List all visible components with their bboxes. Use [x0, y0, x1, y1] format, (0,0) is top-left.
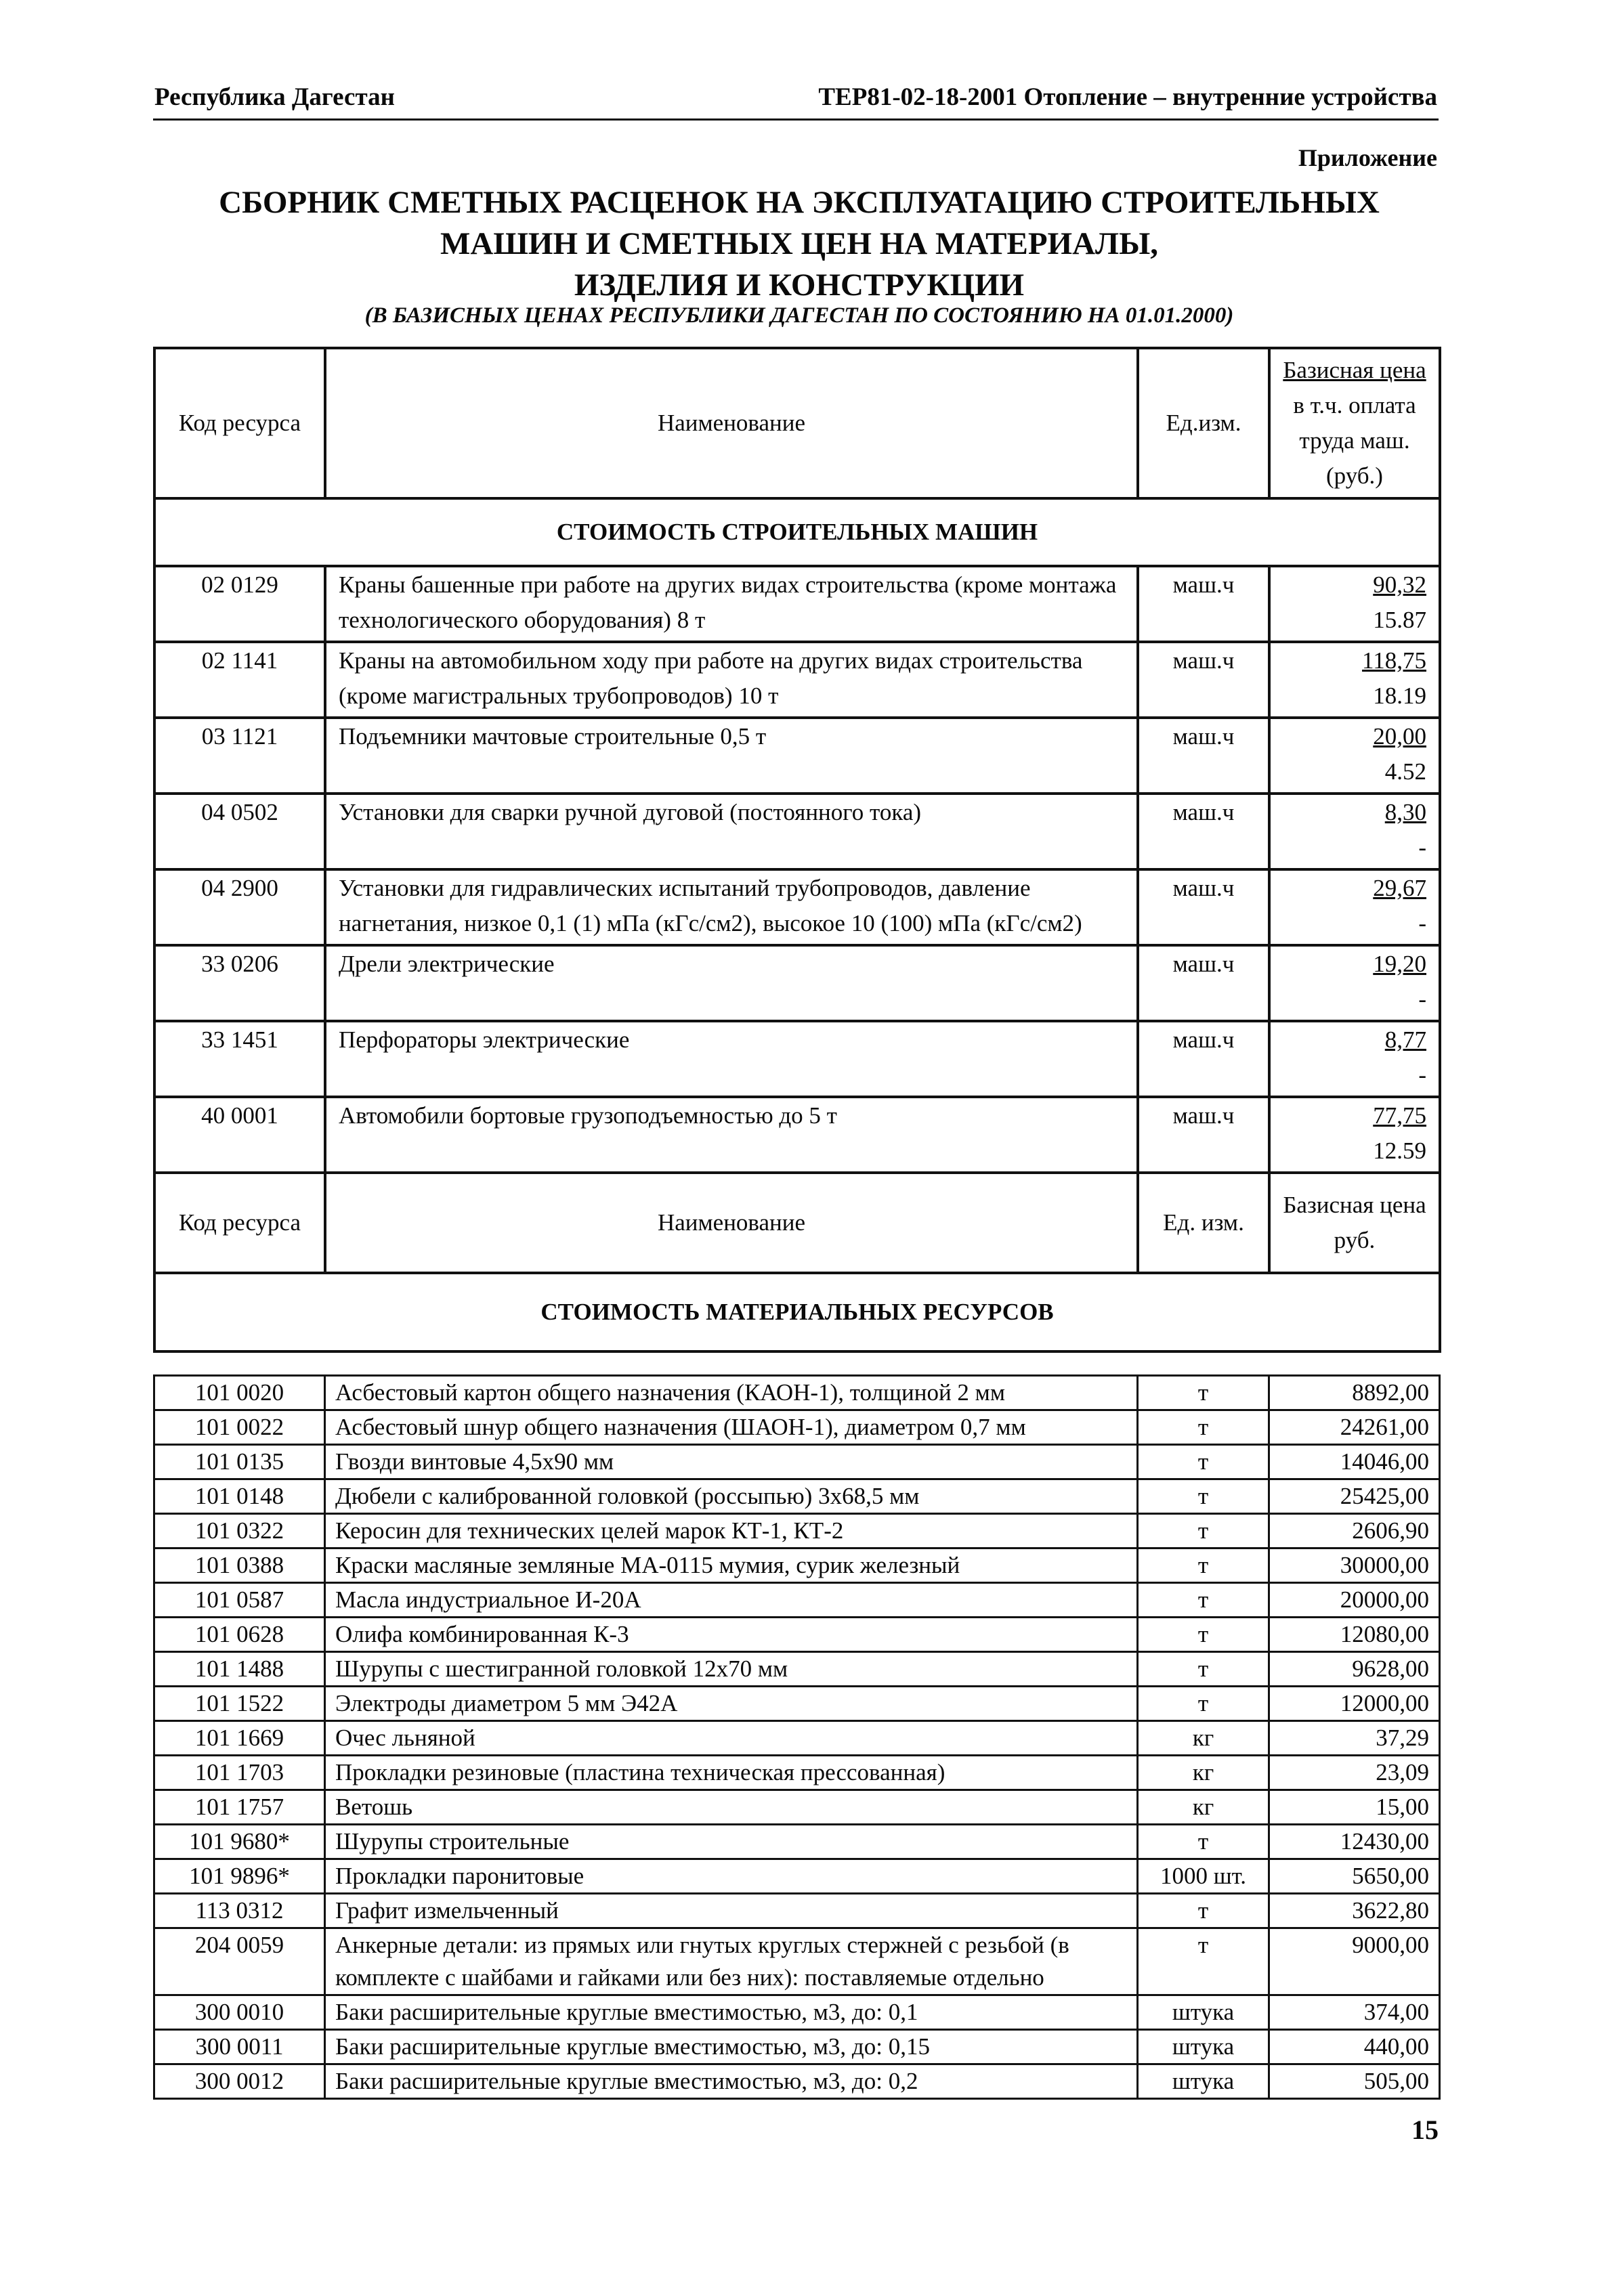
machines-section-row [154, 498, 1440, 566]
resource-name: Асбестовый картон общего назначения (КАОН-1), толщиной 2 мм [325, 1376, 1138, 1410]
resource-name: Подъемники мачтовые строительные 0,5 т [325, 718, 1138, 794]
resource-price-cell [1269, 794, 1440, 869]
resource-unit: т [1138, 1583, 1269, 1618]
resource-price: 8892,00 [1269, 1376, 1440, 1410]
materials-table [153, 1374, 1441, 2100]
machines-section-title: СТОИМОСТЬ СТРОИТЕЛЬНЫХ МАШИН [154, 498, 1440, 566]
resource-name: Дюбели с калиброванной головкой (россыпью) 3х68,5 мм [325, 1479, 1138, 1514]
resource-name: Установки для гидравлических испытаний трубопроводов, давление нагнетания, низкое 0,1 (1) мПа (кГс/см2), высокое 10 (100) мПа (кГс/см2) [325, 869, 1138, 945]
resource-name: Электроды диаметром 5 мм Э42А [325, 1687, 1138, 1721]
resource-code: 101 9680* [154, 1825, 325, 1859]
table-row [154, 1548, 1440, 1583]
labor-cost: - [1418, 1062, 1426, 1088]
table-row [154, 1583, 1440, 1618]
resource-unit: т [1138, 1445, 1269, 1479]
resource-name: Баки расширительные круглые вместимостью, м3, до: 0,15 [325, 2030, 1138, 2064]
resource-unit: т [1138, 1825, 1269, 1859]
base-price: 29,67 [1373, 875, 1426, 901]
resource-unit: т [1138, 1514, 1269, 1548]
table-row [154, 1894, 1440, 1928]
resource-code: 204 0059 [154, 1928, 325, 1995]
mat-col-code-header: Код ресурса [154, 1173, 325, 1273]
resource-unit: маш.ч [1138, 1021, 1269, 1097]
col-unit-header: Ед.изм. [1138, 348, 1269, 498]
resource-unit: 1000 шт. [1138, 1859, 1269, 1894]
resource-unit: маш.ч [1138, 794, 1269, 869]
resource-unit: т [1138, 1894, 1269, 1928]
resource-name: Краны башенные при работе на других видах строительства (кроме монтажа технологического оборудования) 8 т [325, 566, 1138, 642]
resource-code: 02 0129 [154, 566, 325, 642]
resource-name: Керосин для технических целей марок КТ-1, КТ-2 [325, 1514, 1138, 1548]
resource-price: 9628,00 [1269, 1652, 1440, 1687]
resource-unit: т [1138, 1479, 1269, 1514]
resource-code: 101 9896* [154, 1859, 325, 1894]
table-row [154, 1618, 1440, 1652]
title-line-2: МАШИН И СМЕТНЫХ ЦЕН НА МАТЕРИАЛЫ, [440, 226, 1158, 261]
base-price: 118,75 [1362, 647, 1426, 674]
resource-name: Асбестовый шнур общего назначения (ШАОН-1), диаметром 0,7 мм [325, 1410, 1138, 1445]
resource-name: Гвозди винтовые 4,5х90 мм [325, 1445, 1138, 1479]
price-header-line-1: Базисная цена [1283, 357, 1426, 383]
table-row [154, 2030, 1440, 2064]
resource-code: 04 2900 [154, 869, 325, 945]
labor-cost: 4.52 [1384, 758, 1426, 785]
resource-code: 101 0628 [154, 1618, 325, 1652]
mat-col-name-header: Наименование [325, 1173, 1138, 1273]
col-price-header [1269, 348, 1440, 498]
resource-unit: маш.ч [1138, 566, 1269, 642]
resource-name: Краски масляные земляные МА-0115 мумия, сурик железный [325, 1548, 1138, 1583]
table-row [154, 1721, 1440, 1756]
materials-section-title: СТОИМОСТЬ МАТЕРИАЛЬНЫХ РЕСУРСОВ [154, 1273, 1440, 1351]
resource-name: Прокладки резиновые (пластина техническая прессованная) [325, 1756, 1138, 1790]
table-row [154, 1376, 1440, 1410]
resource-name: Анкерные детали: из прямых или гнутых круглых стержней с резьбой (в комплекте с шайбами и гайками или без них): поставляемые отдельно [325, 1928, 1138, 1995]
resource-unit: т [1138, 1652, 1269, 1687]
resource-code: 33 1451 [154, 1021, 325, 1097]
table-row [154, 945, 1440, 1021]
header-region: Республика Дагестан [154, 83, 395, 111]
resource-name: Установки для сварки ручной дуговой (постоянного тока) [325, 794, 1138, 869]
table-row [154, 1445, 1440, 1479]
labor-cost: - [1418, 986, 1426, 1012]
table-row [154, 718, 1440, 794]
machines-table [153, 347, 1441, 1353]
base-price: 20,00 [1373, 723, 1426, 750]
resource-price: 374,00 [1269, 1995, 1440, 2030]
resource-unit: штука [1138, 2030, 1269, 2064]
labor-cost: - [1418, 910, 1426, 936]
resource-price: 3622,80 [1269, 1894, 1440, 1928]
resource-code: 101 1669 [154, 1721, 325, 1756]
resource-price: 12000,00 [1269, 1687, 1440, 1721]
resource-price: 440,00 [1269, 2030, 1440, 2064]
resource-code: 101 0388 [154, 1548, 325, 1583]
mat-price-header-line-2: руб. [1334, 1227, 1376, 1253]
resource-price: 37,29 [1269, 1721, 1440, 1756]
resource-price: 5650,00 [1269, 1859, 1440, 1894]
appendix-label: Приложение [1298, 144, 1437, 171]
table-row [154, 794, 1440, 869]
table-row [154, 1021, 1440, 1097]
resource-unit: т [1138, 1618, 1269, 1652]
table-row [154, 1928, 1440, 1995]
resource-unit: штука [1138, 2064, 1269, 2099]
resource-name: Баки расширительные круглые вместимостью, м3, до: 0,1 [325, 1995, 1138, 2030]
title-line-3: ИЗДЕЛИЯ И КОНСТРУКЦИИ [574, 267, 1025, 303]
labor-cost: 12.59 [1373, 1138, 1426, 1164]
resource-name: Дрели электрические [325, 945, 1138, 1021]
resource-price: 25425,00 [1269, 1479, 1440, 1514]
table-row [154, 642, 1440, 718]
table-row [154, 869, 1440, 945]
resource-name: Шурупы с шестигранной головкой 12х70 мм [325, 1652, 1138, 1687]
resource-code: 300 0011 [154, 2030, 325, 2064]
resource-unit: т [1138, 1928, 1269, 1995]
col-code-header: Код ресурса [154, 348, 325, 498]
header-rule [153, 118, 1439, 121]
table-row [154, 1825, 1440, 1859]
resource-name: Краны на автомобильном ходу при работе на других видах строительства (кроме магистральных трубопроводов) 10 т [325, 642, 1138, 718]
resource-price: 14046,00 [1269, 1445, 1440, 1479]
resource-code: 02 1141 [154, 642, 325, 718]
resource-code: 113 0312 [154, 1894, 325, 1928]
page-number: 15 [1411, 2115, 1439, 2145]
resource-price: 24261,00 [1269, 1410, 1440, 1445]
table-row [154, 1687, 1440, 1721]
resource-price-cell [1269, 566, 1440, 642]
resource-unit: маш.ч [1138, 642, 1269, 718]
table-row [154, 1652, 1440, 1687]
resource-unit: маш.ч [1138, 945, 1269, 1021]
resource-code: 101 0020 [154, 1376, 325, 1410]
price-header-line-3: труда маш. [1299, 427, 1410, 454]
resource-price: 20000,00 [1269, 1583, 1440, 1618]
table-row [154, 2064, 1440, 2099]
resource-unit: маш.ч [1138, 718, 1269, 794]
mat-col-price-header [1269, 1173, 1440, 1273]
table-row [154, 1995, 1440, 2030]
resource-unit: маш.ч [1138, 869, 1269, 945]
resource-code: 101 1488 [154, 1652, 325, 1687]
resource-name: Прокладки паронитовые [325, 1859, 1138, 1894]
resource-name: Масла индустриальное И-20А [325, 1583, 1138, 1618]
resource-unit: т [1138, 1687, 1269, 1721]
resource-code: 33 0206 [154, 945, 325, 1021]
resource-code: 101 1757 [154, 1790, 325, 1825]
resource-code: 101 0587 [154, 1583, 325, 1618]
resource-unit: т [1138, 1548, 1269, 1583]
resource-code: 40 0001 [154, 1097, 325, 1173]
mat-price-header-line-1: Базисная цена [1283, 1192, 1426, 1218]
resource-code: 101 0322 [154, 1514, 325, 1548]
resource-price-cell [1269, 1097, 1440, 1173]
resource-price: 12430,00 [1269, 1825, 1440, 1859]
price-header-line-2: в т.ч. оплата [1293, 392, 1416, 418]
resource-name: Перфораторы электрические [325, 1021, 1138, 1097]
resource-code: 101 1703 [154, 1756, 325, 1790]
resource-name: Ветошь [325, 1790, 1138, 1825]
resource-code: 300 0010 [154, 1995, 325, 2030]
table-row [154, 1514, 1440, 1548]
resource-code: 300 0012 [154, 2064, 325, 2099]
header-doc-code: ТЕР81-02-18-2001 Отопление – внутренние устройства [818, 83, 1437, 111]
resource-price-cell [1269, 869, 1440, 945]
col-name-header: Наименование [325, 348, 1138, 498]
table-row [154, 1479, 1440, 1514]
resource-price: 15,00 [1269, 1790, 1440, 1825]
resource-price-cell [1269, 718, 1440, 794]
resource-name: Очес льняной [325, 1721, 1138, 1756]
resource-unit: т [1138, 1376, 1269, 1410]
resource-code: 03 1121 [154, 718, 325, 794]
table-row [154, 1756, 1440, 1790]
resource-price-cell [1269, 1021, 1440, 1097]
base-price: 19,20 [1373, 951, 1426, 977]
resource-name: Автомобили бортовые грузоподъемностью до 5 т [325, 1097, 1138, 1173]
resource-name: Баки расширительные круглые вместимостью, м3, до: 0,2 [325, 2064, 1138, 2099]
materials-header-row [154, 1173, 1440, 1273]
resource-code: 101 0135 [154, 1445, 325, 1479]
base-price: 8,77 [1384, 1026, 1426, 1053]
labor-cost: 18.19 [1373, 683, 1426, 709]
resource-price: 12080,00 [1269, 1618, 1440, 1652]
base-price: 8,30 [1384, 799, 1426, 825]
resource-price: 9000,00 [1269, 1928, 1440, 1995]
resource-code: 101 0148 [154, 1479, 325, 1514]
labor-cost: - [1418, 834, 1426, 861]
resource-price-cell [1269, 945, 1440, 1021]
labor-cost: 15.87 [1373, 607, 1426, 633]
resource-name: Олифа комбинированная К-3 [325, 1618, 1138, 1652]
resource-unit: кг [1138, 1790, 1269, 1825]
resource-price: 30000,00 [1269, 1548, 1440, 1583]
resource-unit: т [1138, 1410, 1269, 1445]
title-line-1: СБОРНИК СМЕТНЫХ РАСЦЕНОК НА ЭКСПЛУАТАЦИЮ СТРОИТЕЛЬНЫХ [219, 185, 1380, 220]
price-header-line-4: (руб.) [1326, 462, 1383, 489]
table-row [154, 1097, 1440, 1173]
resource-price-cell [1269, 642, 1440, 718]
resource-unit: кг [1138, 1756, 1269, 1790]
table-row [154, 1410, 1440, 1445]
base-price: 90,32 [1373, 571, 1426, 598]
resource-code: 04 0502 [154, 794, 325, 869]
resource-code: 101 1522 [154, 1687, 325, 1721]
base-price: 77,75 [1373, 1102, 1426, 1129]
resource-unit: штука [1138, 1995, 1269, 2030]
resource-code: 101 0022 [154, 1410, 325, 1445]
resource-price: 2606,90 [1269, 1514, 1440, 1548]
title-subtitle: (В БАЗИСНЫХ ЦЕНАХ РЕСПУБЛИКИ ДАГЕСТАН ПО СОСТОЯНИЮ НА 01.01.2000) [364, 303, 1234, 328]
resource-unit: кг [1138, 1721, 1269, 1756]
table-row [154, 1790, 1440, 1825]
resource-name: Шурупы строительные [325, 1825, 1138, 1859]
mat-col-unit-header: Ед. изм. [1138, 1173, 1269, 1273]
resource-unit: маш.ч [1138, 1097, 1269, 1173]
table-row [154, 566, 1440, 642]
machines-header-row [154, 348, 1440, 498]
resource-price: 23,09 [1269, 1756, 1440, 1790]
table-row [154, 1859, 1440, 1894]
resource-name: Графит измельченный [325, 1894, 1138, 1928]
resource-price: 505,00 [1269, 2064, 1440, 2099]
materials-section-row [154, 1273, 1440, 1351]
